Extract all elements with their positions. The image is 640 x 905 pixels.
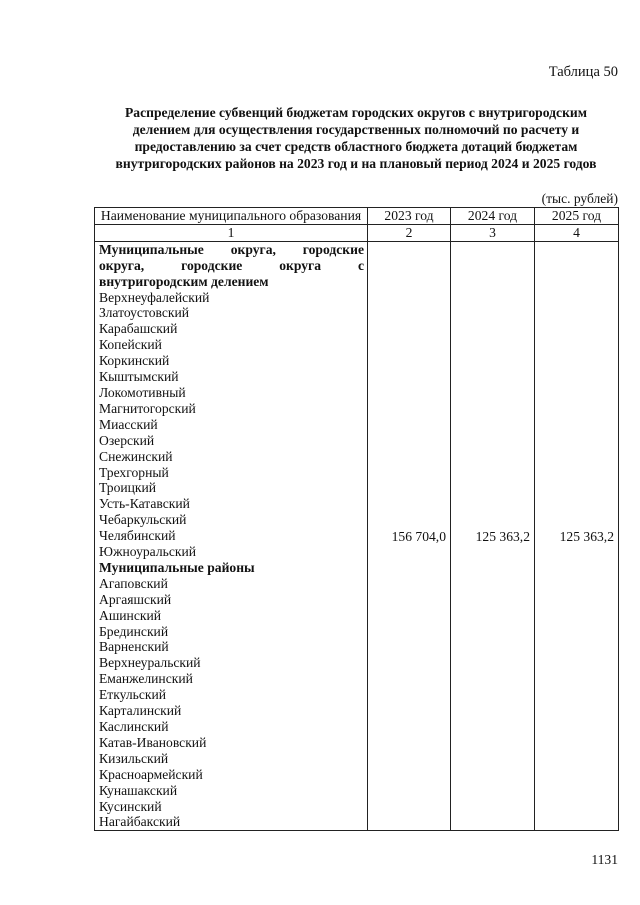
list-item: Верхнеуральский	[99, 655, 201, 671]
distribution-table	[94, 207, 619, 831]
list-item: Троицкий	[99, 480, 157, 496]
list-item: Магнитогорский	[99, 400, 196, 416]
list-item: Миасский	[99, 416, 158, 432]
list-item: Каслинский	[99, 719, 169, 734]
column-header: 2024 год	[451, 208, 535, 225]
list-item: Трехгорный	[99, 464, 169, 480]
table-number: Таблица 50	[548, 64, 618, 80]
column-index: 2	[368, 224, 451, 241]
table-header-row	[95, 208, 619, 225]
values-2025-cell	[535, 241, 619, 831]
value-2023: 156 704,0	[391, 528, 446, 544]
list-item: Копейский	[99, 337, 162, 353]
list-item: Южноуральский	[99, 544, 197, 560]
list-item: Златоустовский	[99, 305, 190, 321]
list-item: Снежинский	[99, 448, 173, 464]
list-item: Коркинский	[99, 353, 170, 369]
list-item: Локомотивный	[99, 384, 186, 400]
values-2024-cell	[451, 241, 535, 831]
column-header: 2023 год	[368, 208, 451, 225]
list-item: Кыштымский	[99, 369, 179, 385]
list-item: Чебаркульский	[99, 512, 187, 528]
list-item: Кизильский	[99, 750, 169, 766]
list-item: Карталинский	[99, 703, 182, 719]
list-item: Брединский	[99, 623, 169, 639]
column-index: 3	[451, 224, 535, 241]
page-number: 1131	[591, 852, 618, 867]
names-cell	[95, 241, 368, 831]
list-item: Кунашакский	[99, 782, 178, 798]
list-item: Карабашский	[99, 321, 178, 337]
group-title-municipal-districts: Муниципальные округа, городские округа, городские округа с внутригородским делением	[99, 241, 364, 289]
list-item: Еманжелинский	[99, 671, 193, 687]
list-item: Ашинский	[99, 607, 162, 623]
list-item: Верхнеуфалейский	[99, 289, 210, 305]
column-index: 1	[95, 224, 368, 241]
list-item: Агаповский	[99, 575, 168, 591]
table-body-row	[95, 241, 619, 831]
list-item: Аргаяшский	[99, 591, 172, 607]
units-label: (тыс. рублей)	[541, 191, 618, 206]
column-header: Наименование муниципального образования	[95, 208, 368, 225]
group-title-municipal-raions: Муниципальные районы	[99, 559, 255, 575]
list-item: Варненский	[99, 639, 169, 655]
list-item: Красноармейский	[99, 766, 203, 782]
list-item: Кусинский	[99, 798, 162, 814]
list-item: Катав-Ивановский	[99, 734, 207, 750]
list-item: Усть-Катавский	[99, 496, 190, 512]
value-2024: 125 363,2	[475, 528, 530, 544]
group1-list	[99, 290, 364, 560]
column-header: 2025 год	[535, 208, 619, 225]
list-item: Озерский	[99, 432, 155, 448]
list-item: Челябинский	[99, 528, 176, 544]
group2-list	[99, 576, 364, 831]
column-index: 4	[535, 224, 619, 241]
list-item: Нагайбакский	[99, 814, 181, 830]
value-2025: 125 363,2	[559, 528, 614, 544]
values-2023-cell	[368, 241, 451, 831]
table-index-row	[95, 224, 619, 241]
document-title: Распределение субвенций бюджетам городских округов с внутригородским делением для осуществления государственных полномочий по расчету и предоставлению за счет средств областного бюджета дотаций бюджетам внутригородских районов на 2023 год и на плановый период 2024 и 2025 годов	[115, 105, 597, 171]
list-item: Еткульский	[99, 687, 167, 703]
